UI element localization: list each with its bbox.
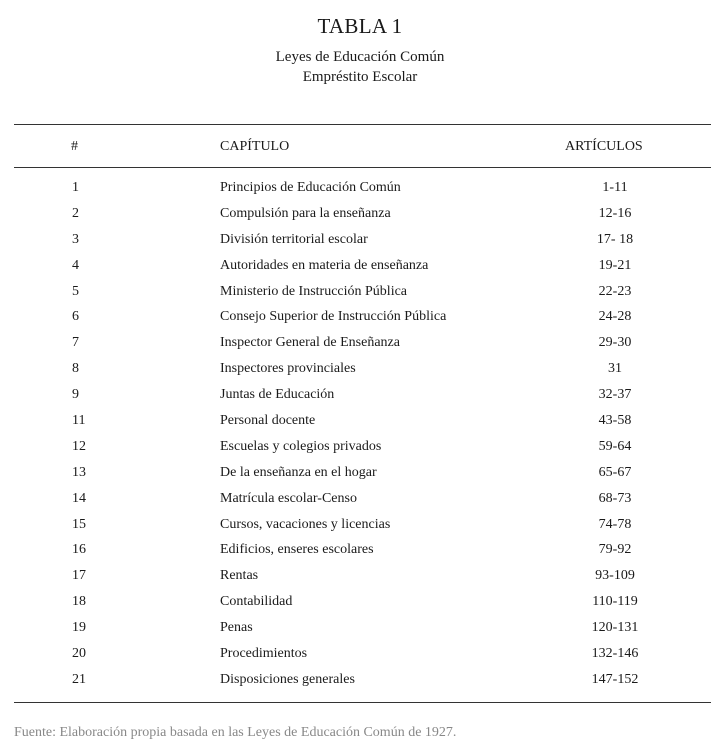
row-chapter: Compulsión para la enseñanza [220,205,391,221]
row-chapter: Escuelas y colegios privados [220,438,382,454]
row-chapter: Procedimientos [220,646,308,662]
table-row [0,335,720,361]
table-row [0,361,720,387]
table-row [0,232,720,258]
row-articles: 22-23 [598,283,632,299]
row-chapter: Rentas [220,568,259,584]
table-row [0,387,720,413]
row-articles: 29-30 [598,335,632,351]
table-row [0,568,720,594]
row-chapter: Juntas de Educación [220,387,335,403]
row-chapter: Principios de Educación Común [220,180,401,195]
row-articles: 19-21 [598,257,632,273]
row-chapter: Autoridades en materia de enseñanza [220,257,429,273]
table-row [0,309,720,335]
row-number: 17 [72,568,86,584]
table-body [0,180,720,698]
row-number: 3 [72,231,79,247]
table-subtitle-1: Leyes de Educación Común [275,49,445,65]
row-number: 8 [72,361,79,377]
row-articles: 147-152 [591,671,639,687]
row-articles: 110-119 [592,594,638,610]
row-chapter: Personal docente [220,413,316,429]
top-rule [14,124,711,125]
row-number: 2 [72,205,79,221]
table-row [0,284,720,310]
row-articles: 31 [608,361,622,377]
table-row [0,206,720,232]
table-row [0,594,720,620]
row-chapter: Disposiciones generales [220,671,355,687]
row-articles: 68-73 [598,490,632,506]
table-row [0,491,720,517]
table-row [0,465,720,491]
header-rule [14,167,711,168]
row-number: 11 [72,413,86,429]
row-number: 4 [72,257,79,273]
row-number: 7 [72,335,79,351]
row-number: 21 [72,671,86,687]
row-number: 9 [72,387,79,403]
header-chapter: CAPÍTULO [220,139,290,154]
row-articles: 17- 18 [596,231,634,247]
row-articles: 93-109 [595,568,635,584]
row-chapter: De la enseñanza en el hogar [220,464,377,480]
row-articles: 65-67 [598,464,632,480]
row-articles: 32-37 [598,387,632,403]
row-articles: 12-16 [598,205,632,221]
table-row [0,439,720,465]
row-articles: 24-28 [598,309,632,325]
bottom-rule [14,702,711,703]
table-row [0,413,720,439]
row-articles: 43-58 [598,413,632,429]
row-number: 14 [72,490,86,506]
row-articles: 132-146 [591,646,639,662]
table-row [0,517,720,543]
table-title: TABLA 1 [317,14,403,38]
table-row [0,646,720,672]
row-number: 6 [72,309,79,325]
table-row [0,180,720,206]
row-chapter: Contabilidad [220,594,293,610]
table-subtitle-2: Empréstito Escolar [302,69,418,85]
table-row [0,672,720,698]
row-chapter: Inspector General de Enseñanza [220,335,400,351]
source-note: Fuente: Elaboración propia basada en las Leyes de Educación Común de 1927. [14,725,457,740]
row-chapter: Matrícula escolar-Censo [220,490,357,506]
row-chapter: Edificios, enseres escolares [220,542,374,558]
row-articles: 74-78 [598,516,632,532]
row-number: 1 [72,180,79,195]
table-row [0,620,720,646]
row-number: 18 [72,594,86,610]
row-articles: 1-11 [602,180,628,195]
row-chapter: Penas [220,620,253,636]
table-row [0,542,720,568]
row-articles: 120-131 [591,620,639,636]
row-articles: 59-64 [598,438,632,454]
row-number: 16 [72,542,86,558]
row-number: 15 [72,516,86,532]
row-chapter: Cursos, vacaciones y licencias [220,516,391,532]
row-number: 5 [72,283,79,299]
row-number: 12 [72,438,86,454]
header-number: # [71,139,78,154]
row-number: 20 [72,646,86,662]
row-number: 13 [72,464,86,480]
table-row [0,258,720,284]
row-chapter: Inspectores provinciales [220,361,356,377]
row-chapter: División territorial escolar [220,231,368,247]
row-chapter: Ministerio de Instrucción Pública [220,283,408,299]
row-chapter: Consejo Superior de Instrucción Pública [220,309,447,325]
row-articles: 79-92 [598,542,632,558]
row-number: 19 [72,620,86,636]
header-articles: ARTÍCULOS [565,139,643,154]
